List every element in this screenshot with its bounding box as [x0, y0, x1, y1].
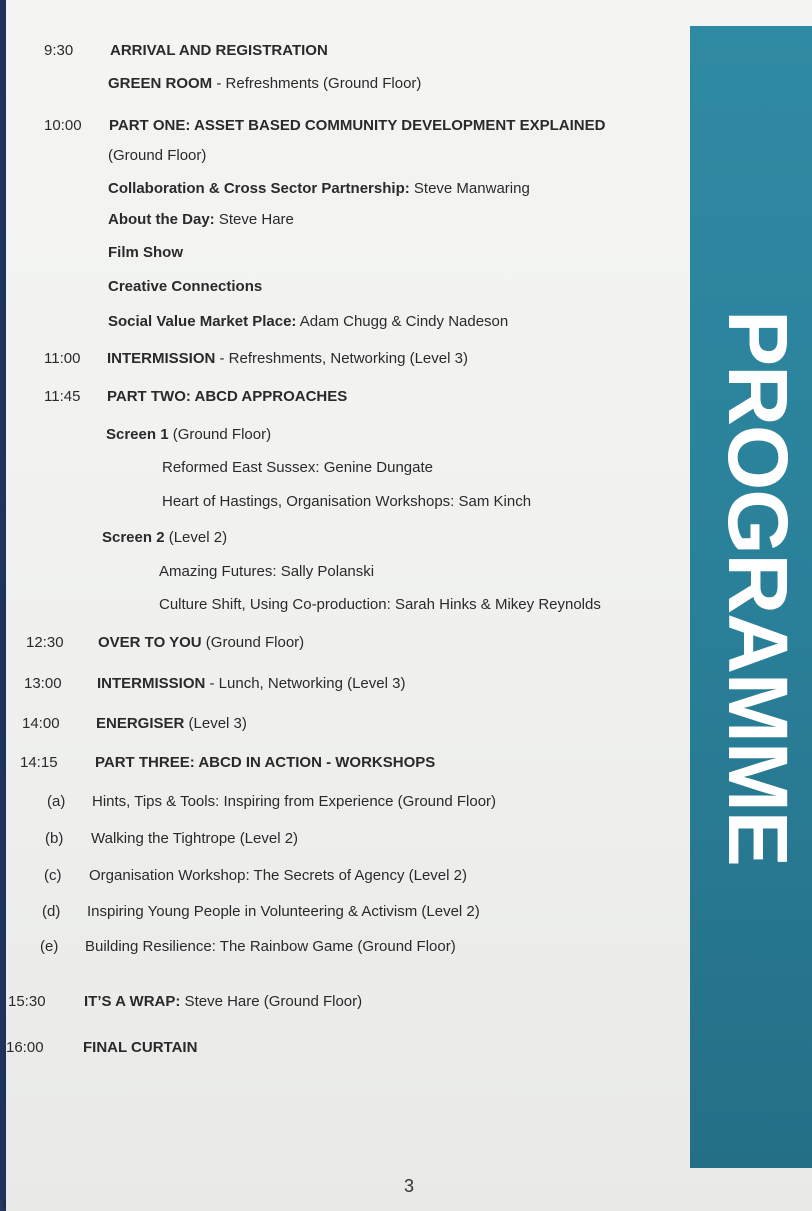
wrap-line [84, 993, 362, 1010]
page-number: 3 [404, 1176, 415, 1196]
intermission-1-heading: INTERMISSION [107, 350, 216, 367]
part-one-location: (Ground Floor) [108, 147, 207, 164]
time-wrap: 15:30 [8, 993, 46, 1010]
intermission-2-heading: INTERMISSION [97, 675, 206, 692]
creative-heading: Creative Connections [108, 278, 263, 295]
energiser-heading: ENERGISER [96, 715, 185, 732]
time-part-two: 11:45 [44, 388, 81, 405]
green-room-heading: GREEN ROOM [108, 75, 213, 92]
screen-2-heading: Screen 2 [102, 529, 165, 546]
wrap-detail: Steve Hare (Ground Floor) [180, 993, 363, 1010]
time-over-to-you: 12:30 [26, 634, 64, 651]
energiser-line [96, 715, 247, 732]
part-three-heading: PART THREE: ABCD IN ACTION - WORKSHOPS [95, 754, 436, 771]
workshop-b-title: Walking the Tightrope (Level 2) [91, 830, 299, 847]
workshop-b-letter: (b) [45, 830, 64, 847]
social-value-speakers: Adam Chugg & Cindy Nadeson [296, 313, 509, 330]
time-energiser: 14:00 [22, 715, 60, 732]
about-day-heading: About the Day: [108, 211, 215, 228]
intermission-1-detail: - Refreshments, Networking (Level 3) [215, 350, 468, 367]
workshop-d-title: Inspiring Young People in Volunteering & Activism (Level 2) [87, 903, 480, 920]
intermission-2-detail: - Lunch, Networking (Level 3) [205, 675, 406, 692]
screen-2-session-2: Culture Shift, Using Co-production: Sarah Hinks & Mikey Reynolds [159, 596, 601, 613]
part-two-heading: PART TWO: ABCD APPROACHES [107, 388, 348, 405]
programme-title: PROGRAMME [711, 310, 806, 866]
screen-1-heading: Screen 1 [106, 426, 169, 443]
about-day-line [108, 211, 294, 228]
programme-page [6, 0, 812, 1211]
workshop-a-letter: (a) [47, 793, 66, 810]
workshop-e-title: Building Resilience: The Rainbow Game (Ground Floor) [85, 938, 456, 955]
wrap-heading: IT’S A WRAP: [84, 993, 181, 1010]
workshop-c-title: Organisation Workshop: The Secrets of Agency (Level 2) [89, 867, 467, 884]
film-show-heading: Film Show [108, 244, 183, 261]
final-curtain-heading: FINAL CURTAIN [83, 1039, 198, 1056]
over-to-you-location: (Ground Floor) [201, 634, 305, 651]
screen-2-location: (Level 2) [164, 529, 228, 546]
green-room-detail: - Refreshments (Ground Floor) [212, 75, 422, 92]
intermission-1-line [107, 350, 468, 367]
intermission-2-line [97, 675, 405, 692]
programme-title-container [698, 203, 812, 973]
collaboration-speaker: Steve Manwaring [409, 180, 530, 197]
energiser-location: (Level 3) [184, 715, 247, 732]
collaboration-line [108, 180, 530, 197]
time-intermission-2: 13:00 [24, 675, 62, 692]
time-intermission-1: 11:00 [44, 350, 81, 367]
over-to-you-heading: OVER TO YOU [98, 634, 202, 651]
workshop-d-letter: (d) [42, 903, 61, 920]
time-part-one: 10:00 [44, 117, 82, 134]
collaboration-heading: Collaboration & Cross Sector Partnership: [108, 180, 410, 197]
screen-2-line [102, 529, 227, 546]
time-part-three: 14:15 [20, 754, 58, 771]
social-value-line [108, 313, 508, 330]
screen-1-session-1: Reformed East Sussex: Genine Dungate [162, 459, 433, 476]
part-one-heading: PART ONE: ASSET BASED COMMUNITY DEVELOPMENT EXPLAINED [109, 117, 606, 134]
workshop-a-title: Hints, Tips & Tools: Inspiring from Experience (Ground Floor) [92, 793, 497, 810]
screen-2-session-1: Amazing Futures: Sally Polanski [159, 563, 375, 580]
green-room-line [108, 75, 421, 92]
workshop-e-letter: (e) [40, 938, 59, 955]
screen-1-line [106, 426, 271, 443]
social-value-heading: Social Value Market Place: [108, 313, 297, 330]
workshop-c-letter: (c) [44, 867, 62, 884]
about-day-speaker: Steve Hare [214, 211, 294, 228]
screen-1-location: (Ground Floor) [168, 426, 272, 443]
time-arrival: 9:30 [44, 42, 74, 59]
time-final: 16:00 [6, 1039, 44, 1056]
screen-1-session-2: Heart of Hastings, Organisation Workshops: Sam Kinch [162, 493, 532, 510]
over-to-you-line [98, 634, 304, 651]
arrival-heading: ARRIVAL AND REGISTRATION [110, 42, 328, 59]
